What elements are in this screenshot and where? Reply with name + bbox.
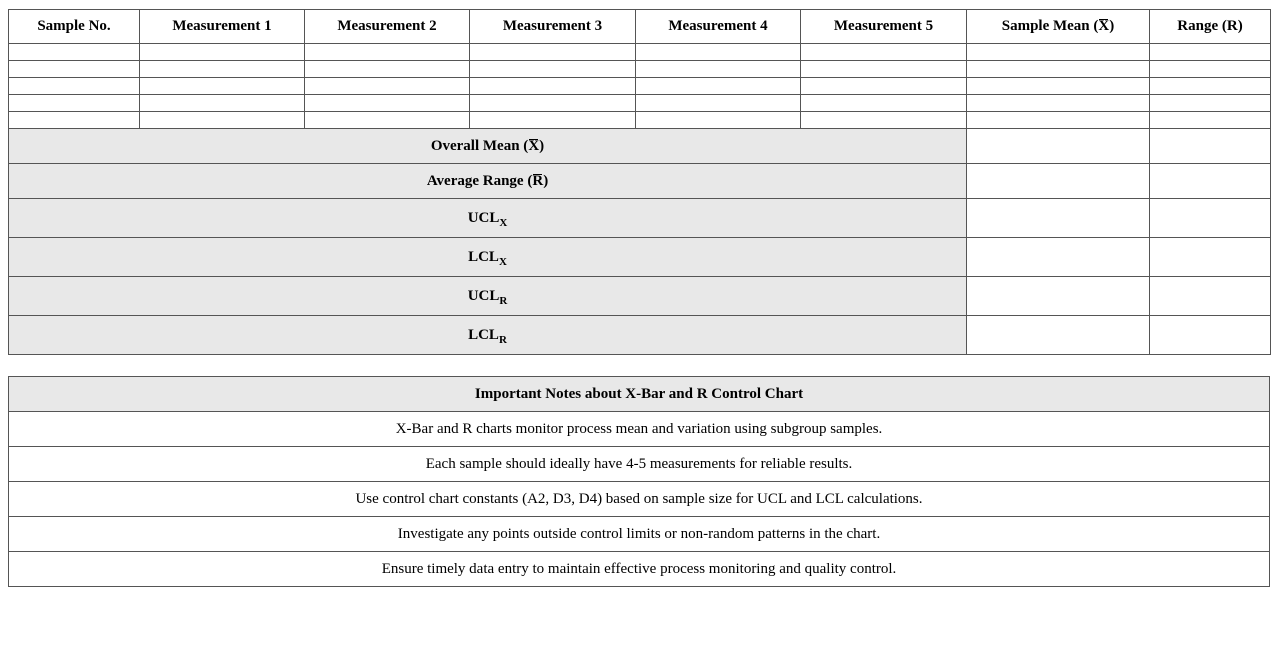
cell-range[interactable]: [1150, 112, 1271, 129]
ucl-x-label: $UCL_X$: [9, 199, 967, 238]
table-row: [9, 78, 1271, 95]
cell-measurement-4[interactable]: [636, 61, 801, 78]
cell-measurement-3[interactable]: [470, 95, 636, 112]
header-measurement-4: Measurement 4: [636, 10, 801, 44]
x-double-bar-symbol: X: [528, 137, 540, 154]
list-item: [9, 482, 1270, 517]
average-range-label: Average Range (R): [9, 164, 967, 199]
lcl-r-value[interactable]: [967, 316, 1150, 355]
list-item: [9, 412, 1270, 447]
cell-measurement-1[interactable]: [140, 78, 305, 95]
notes-table: [8, 376, 1270, 587]
ucl-r-value[interactable]: [967, 277, 1150, 316]
lcl-r-label: $LCL_R$: [9, 316, 967, 355]
average-range-value[interactable]: [967, 164, 1150, 199]
note-text: X-Bar and R charts monitor process mean and variation using subgroup samples.: [9, 412, 1270, 447]
cell-sample-no[interactable]: [9, 44, 140, 61]
cell-measurement-1[interactable]: [140, 95, 305, 112]
cell-measurement-2[interactable]: [305, 61, 470, 78]
table-row: [9, 44, 1271, 61]
cell-measurement-2[interactable]: [305, 112, 470, 129]
ucl-r-range-cell[interactable]: [1150, 277, 1271, 316]
header-measurement-1: Measurement 1: [140, 10, 305, 44]
cell-measurement-5[interactable]: [801, 95, 967, 112]
overall-mean-label: Overall Mean (X): [9, 129, 967, 164]
cell-range[interactable]: [1150, 61, 1271, 78]
list-item: [9, 552, 1270, 587]
cell-measurement-5[interactable]: [801, 112, 967, 129]
lcl-r-row: [9, 316, 1271, 355]
cell-measurement-5[interactable]: [801, 78, 967, 95]
ucl-x-row: [9, 199, 1271, 238]
note-text: Ensure timely data entry to maintain effective process monitoring and quality control.: [9, 552, 1270, 587]
table-row: [9, 95, 1271, 112]
cell-measurement-3[interactable]: [470, 61, 636, 78]
list-item: [9, 517, 1270, 552]
cell-measurement-4[interactable]: [636, 95, 801, 112]
cell-measurement-2[interactable]: [305, 44, 470, 61]
cell-measurement-3[interactable]: [470, 112, 636, 129]
header-measurement-2: Measurement 2: [305, 10, 470, 44]
cell-measurement-4[interactable]: [636, 78, 801, 95]
header-sample-mean: Sample Mean (X): [967, 10, 1150, 44]
cell-sample-no[interactable]: [9, 78, 140, 95]
list-item: [9, 447, 1270, 482]
cell-measurement-3[interactable]: [470, 44, 636, 61]
header-row: [9, 10, 1271, 44]
cell-range[interactable]: [1150, 78, 1271, 95]
cell-sample-no[interactable]: [9, 95, 140, 112]
lcl-x-row: [9, 238, 1271, 277]
cell-sample-mean[interactable]: [967, 78, 1150, 95]
cell-measurement-1[interactable]: [140, 44, 305, 61]
cell-measurement-2[interactable]: [305, 78, 470, 95]
lcl-x-range-cell[interactable]: [1150, 238, 1271, 277]
lcl-x-value[interactable]: [967, 238, 1150, 277]
cell-measurement-5[interactable]: [801, 61, 967, 78]
cell-measurement-1[interactable]: [140, 61, 305, 78]
ucl-x-value[interactable]: [967, 199, 1150, 238]
r-bar-symbol: R: [532, 172, 544, 189]
cell-measurement-1[interactable]: [140, 112, 305, 129]
note-text: Investigate any points outside control limits or non-random patterns in the chart.: [9, 517, 1270, 552]
cell-measurement-2[interactable]: [305, 95, 470, 112]
lcl-r-range-cell[interactable]: [1150, 316, 1271, 355]
cell-measurement-5[interactable]: [801, 44, 967, 61]
notes-title: Important Notes about X-Bar and R Control Chart: [9, 377, 1270, 412]
header-range: Range (R): [1150, 10, 1271, 44]
x-bar-symbol: X: [1098, 18, 1110, 34]
table-row: [9, 61, 1271, 78]
overall-mean-value[interactable]: [967, 129, 1150, 164]
control-chart-table: [8, 9, 1271, 355]
average-range-row: [9, 164, 1271, 199]
note-text: Each sample should ideally have 4-5 measurements for reliable results.: [9, 447, 1270, 482]
cell-sample-mean[interactable]: [967, 112, 1150, 129]
overall-mean-row: [9, 129, 1271, 164]
cell-sample-mean[interactable]: [967, 61, 1150, 78]
header-measurement-3: Measurement 3: [470, 10, 636, 44]
note-text: Use control chart constants (A2, D3, D4) based on sample size for UCL and LCL calculations.: [9, 482, 1270, 517]
header-measurement-5: Measurement 5: [801, 10, 967, 44]
cell-measurement-4[interactable]: [636, 112, 801, 129]
ucl-r-label: $UCL_R$: [9, 277, 967, 316]
cell-range[interactable]: [1150, 44, 1271, 61]
ucl-r-row: [9, 277, 1271, 316]
lcl-x-label: $LCL_X$: [9, 238, 967, 277]
notes-header-row: [9, 377, 1270, 412]
cell-sample-mean[interactable]: [967, 44, 1150, 61]
ucl-x-range-cell[interactable]: [1150, 199, 1271, 238]
cell-sample-mean[interactable]: [967, 95, 1150, 112]
cell-sample-no[interactable]: [9, 112, 140, 129]
overall-mean-range-cell[interactable]: [1150, 129, 1271, 164]
header-sample-no: Sample No.: [9, 10, 140, 44]
cell-measurement-4[interactable]: [636, 44, 801, 61]
cell-range[interactable]: [1150, 95, 1271, 112]
cell-sample-no[interactable]: [9, 61, 140, 78]
average-range-range-cell[interactable]: [1150, 164, 1271, 199]
table-row: [9, 112, 1271, 129]
cell-measurement-3[interactable]: [470, 78, 636, 95]
